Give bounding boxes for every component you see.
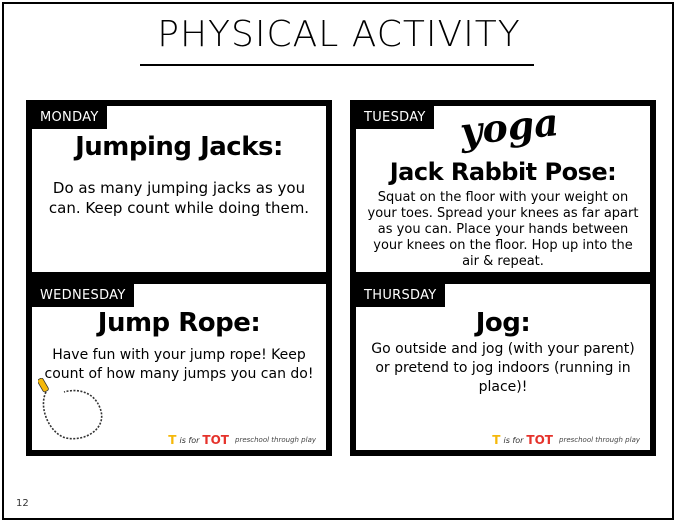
- panel-tuesday-body: [356, 98, 650, 272]
- day-label-tuesday: TUESDAY: [356, 106, 434, 129]
- brand-tagline: preschool through play: [235, 436, 316, 444]
- brand-is-for: is for: [179, 435, 200, 445]
- activity-title-jog: Jog:: [475, 308, 531, 338]
- day-label-monday: MONDAY: [32, 106, 107, 129]
- page-title: PHYSICAL ACTIVITY: [157, 14, 521, 55]
- activity-description-jog: Go outside and jog (with your parent) or pretend to jog indoors (running in place)!: [371, 341, 635, 395]
- panel-wednesday: [26, 278, 332, 456]
- title-underline: [140, 64, 534, 66]
- panel-monday: [26, 100, 332, 278]
- panel-monday-body: [32, 106, 326, 272]
- day-label-wednesday: WEDNESDAY: [32, 284, 134, 307]
- jump-rope-icon: [38, 378, 110, 442]
- brand-tot: TOT: [202, 433, 229, 447]
- yoga-script-heading: yoga: [457, 98, 561, 155]
- brand-logo: [492, 432, 640, 448]
- panel-tuesday: [350, 100, 656, 278]
- activity-description-jack-rabbit-pose: Squat on the floor with your weight on your toes. Spread your knees as far apart as you can. Place your hands between your knees on the floor. Hop up into the air & repeat.: [367, 190, 639, 269]
- brand-logo: [168, 432, 316, 448]
- activity-title-jack-rabbit-pose: Jack Rabbit Pose:: [389, 158, 617, 186]
- activity-grid: [26, 100, 658, 456]
- panel-wednesday-body: [32, 284, 326, 450]
- panel-thursday-body: [356, 284, 650, 450]
- day-label-thursday: THURSDAY: [356, 284, 445, 307]
- brand-t: T: [492, 433, 501, 447]
- brand-t: T: [168, 433, 177, 447]
- brand-tot: TOT: [526, 433, 553, 447]
- brand-is-for: is for: [503, 435, 524, 445]
- brand-tagline: preschool through play: [559, 436, 640, 444]
- panel-thursday: [350, 278, 656, 456]
- activity-title-jump-rope: Jump Rope:: [97, 308, 261, 338]
- page-number: 12: [16, 498, 29, 509]
- activity-title-jumping-jacks: Jumping Jacks:: [75, 132, 283, 162]
- activity-description-jump-rope: Have fun with your jump rope! Keep count of how many jumps you can do!: [44, 347, 314, 382]
- activity-description-jumping-jacks: Do as many jumping jacks as you can. Keep count while doing them.: [48, 179, 310, 217]
